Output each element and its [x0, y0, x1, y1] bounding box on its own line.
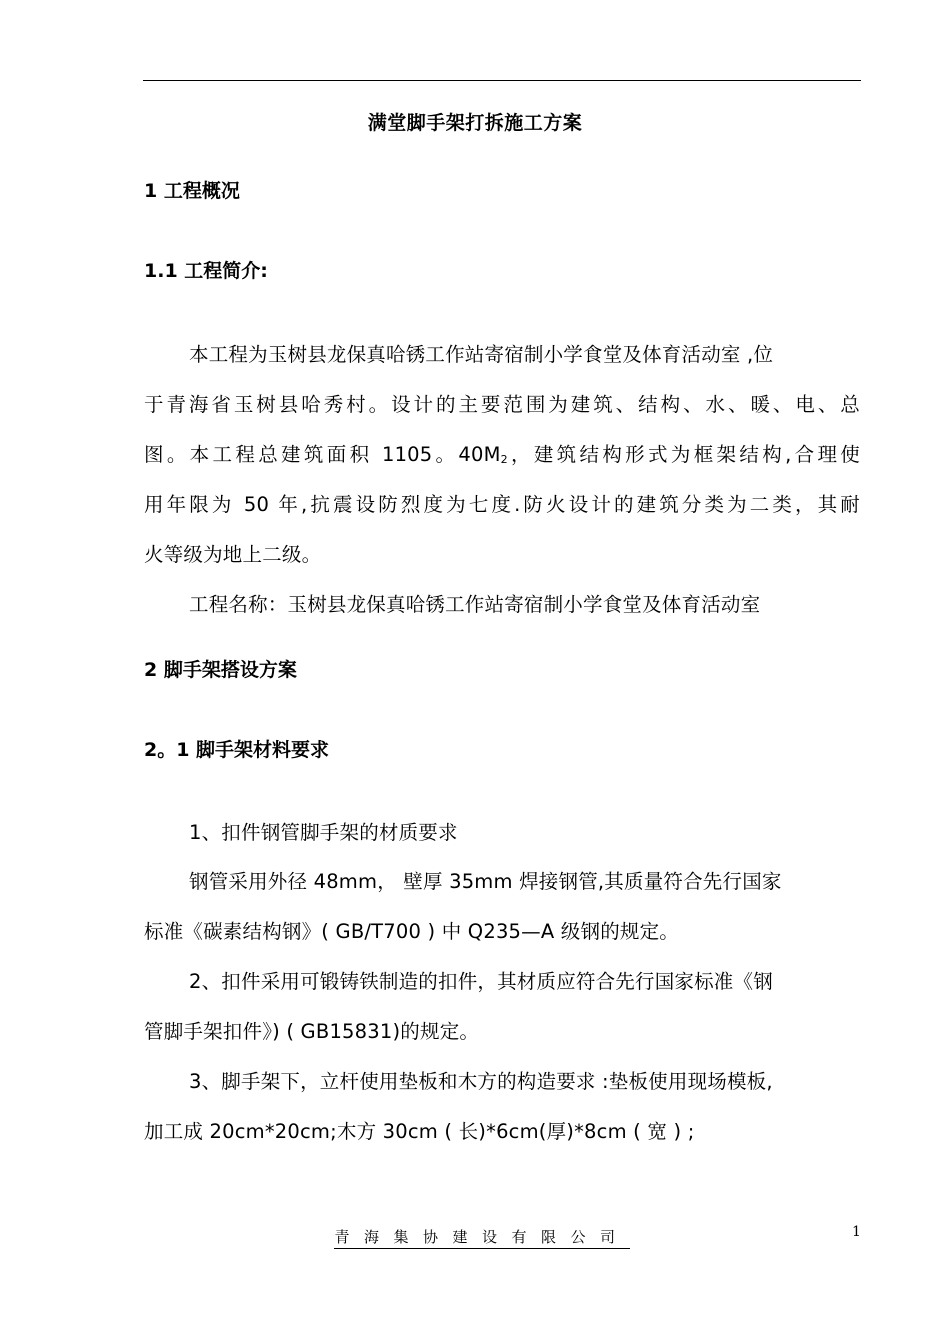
document-title: 满堂脚手架打拆施工方案: [367, 112, 583, 134]
page-number: 1: [852, 1224, 861, 1240]
paragraph-1-line-1: 本工程为玉树县龙保真哈锈工作站寄宿制小学食堂及体育活动室 ,位: [189, 343, 774, 366]
section-heading-1: 1 工程概况: [144, 180, 240, 202]
item-2-line-1: 2、扣件采用可锻铸铁制造的扣件，其材质应符合先行国家标准《钢: [189, 970, 773, 993]
item-3-line-2: 加工成 20cm*20cm;木方 30cm ( 长)*6cm(厚)*8cm ( 宽 ) ;: [144, 1120, 695, 1143]
paragraph-1-line-2: 于青海省玉树县哈秀村。设计的主要范围为建筑、结构、水、暖、电、总: [144, 393, 860, 416]
section-heading-1-1: 1.1 工程简介:: [144, 260, 268, 282]
item-2-line-2: 管脚手架扣件》) ( GB15831)的规定。: [144, 1020, 480, 1043]
item-3-line-1: 3、脚手架下，立杆使用垫板和木方的构造要求 :垫板使用现场模板,: [189, 1070, 773, 1093]
header-rule: [143, 80, 861, 81]
item-1-title: 1、扣件钢管脚手架的材质要求: [189, 821, 458, 844]
area-unit-subscript: 2: [500, 453, 508, 466]
item-1-line-2: 标准《碳素结构钢》( GB/T700 ) 中 Q235—A 级钢的规定。: [144, 920, 680, 943]
footer: [0, 1226, 950, 1249]
paragraph-1-line-3: [144, 439, 860, 467]
section-heading-2-1: 2。1 脚手架材料要求: [144, 739, 330, 761]
paragraph-1-line-5: 火等级为地上二级。: [144, 543, 322, 566]
section-heading-2: 2 脚手架搭设方案: [144, 659, 297, 681]
paragraph-1-line-3-a: 图。本工程总建筑面积 1105。40M: [144, 443, 501, 466]
paragraph-1-line-4: 用年限为 50 年,抗震设防烈度为七度.防火设计的建筑分类为二类，其耐: [144, 493, 860, 516]
item-1-line-1: 钢管采用外径 48mm， 壁厚 35mm 焊接钢管,其质量符合先行国家: [189, 870, 782, 893]
footer-company-name: 青海集协建设有限公司: [334, 1226, 629, 1249]
paragraph-1-line-3-b: ，建筑结构形式为框架结构,合理使: [507, 443, 861, 466]
project-name-line: 工程名称：玉树县龙保真哈锈工作站寄宿制小学食堂及体育活动室: [189, 593, 761, 616]
